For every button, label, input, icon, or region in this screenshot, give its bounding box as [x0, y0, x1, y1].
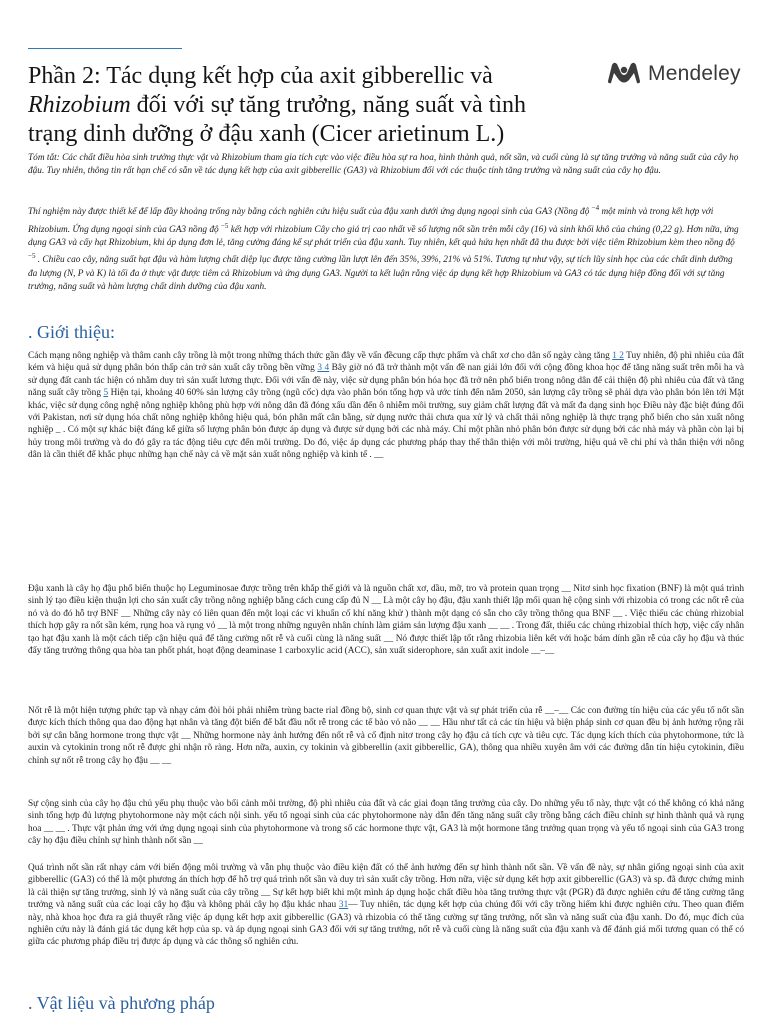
paper-title [28, 62, 568, 149]
experiment-paragraph [28, 202, 744, 295]
title-line-1: Phần 2: Tác dụng kết hợp của axit gibberellic và [28, 63, 493, 89]
section-heading-methods: . Vật liệu và phương pháp [28, 993, 215, 1013]
intro-p5-text-a: Quá trình nốt sần rất nhạy cảm với biến động môi trường và vẫn phụ thuộc vào điều kiện đất có thể ảnh hưởng đến sự hình thành nốt sần. Về vấn đề này, sự nhân giống ngoại sinh của axit gibberellic (GA3) có thể là một phương án thích hợp để hỗ trợ quá trình nốt sần và duy trì sản xuất cây trồng. Hơn nữa, việc sử dụng kết hợp axit gibberellic (GA3) và sp. đã được chứng minh là cải thiện sự tăng trưởng, sinh lý và năng suất của cây trồng __ Sự kết hợp biết khi một mình áp dụng hoặc chất điều hòa tăng trưởng thực vật (PGR) đã được nghiên cứu để tăng cường tăng trưởng và năng suất của các loại cây họ đậu và không phải cây họ đậu khác nhau [28, 863, 744, 911]
citation-link-1-2[interactable]: 1 2 [612, 351, 624, 361]
mendeley-logo-text: Mendeley [648, 62, 741, 85]
citation-link-5[interactable]: 5 [103, 388, 109, 399]
intro-paragraph-1 [28, 350, 744, 462]
superscript-1: −4 [591, 204, 600, 212]
mendeley-logo-icon [606, 59, 642, 90]
intro-p1-text-a: Cách mạng nông nghiệp và thâm canh cây trồng là một trong những thách thức gần đây về vấn đềcung cấp thực phẩm và chất xơ cho dân số ngày càng tăng [28, 351, 610, 361]
header-rule [28, 48, 182, 49]
abstract: Tóm tắt: Các chất điều hòa sinh trưởng thực vật và Rhizobium tham gia tích cực vào việc điều hòa sự ra hoa, hình thành quả, nốt sần, và cuối cùng là sự tăng trưởng và năng suất của cây họ đậu. Tuy nhiên, thông tin rất hạn chế có sẵn về tác dụng kết hợp của axit gibberellic (GA3) và Rhizobium đối với các thuộc tính tăng trưởng và năng suất của cây họ đậu. [28, 153, 739, 176]
intro-paragraph-3: Nốt rễ là một hiện tượng phức tạp và nhạy cảm đòi hỏi phải nhiễm trùng bacte rial đồng bộ, sinh cơ quan thực vật và sự phát triển của rễ __–__ Các con đường tín hiệu của các yếu tố nốt sần được kích thích thông qua dao động hạt nhân và tăng đột biến để bắt đầu nốt rễ trong các tế bào vỏ não __ __ Hầu như tất cả các tín hiệu và biện pháp sinh cơ quan đều bị ảnh hưởng rộng rãi bởi sự cân bằng hormone trong thực vật __ Những hormone này ảnh hưởng đến nốt rễ và cố định nitơ trong cây họ đậu cả tích cực và tiêu cực. Tác dụng kích thích của phytohormone, tức là auxin và cytokinin trong nốt rễ được ghi nhận rõ ràng. Hơn nữa, auxin, cy tokinin và gibberellin (axit gibberellic, GA), thông qua nhiều xuyên âm với các đường dẫn tín hiệu cytokinin, điều chỉnh sự nốt rễ trong cây họ đậu __ __ [28, 706, 744, 766]
experiment-text-3: kết hợp với rhizobium Cây cho giá trị cao nhất về số lượng nốt sần trên mỗi cây (16) và sinh khối khô của chúng (0,22 g). Hơn nữa, ứng dụng GA3 và cấy hạt Rhizobium, khi áp dụng đơn lẻ, tăng cường đáng kể sự phát triển của đậu xanh. Tuy nhiên, kết quả hứa hẹn nhất đã thu được bởi việc tiêm Rhizobium kèm theo nồng độ [28, 224, 739, 248]
title-line-3: trạng dinh dưỡng ở đậu xanh (Cicer arietinum L.) [28, 121, 505, 147]
title-italic-word: Rhizobium [28, 92, 131, 118]
intro-p1-text-c: Bây giờ nó đã trở thành một vấn đề nan giải lớn đối với cộng đồng khoa học để tăng năng suất trên mỗi ha và sử dụng đất canh tác hiện có nhằm duy trì sản xuất lương thực. Đối với vấn đề này, việc sử dụng phân bón hóa học đã trở nên phổ biến trong nông dân để cải thiện độ phì nhiêu của đất và tăng năng suất cây trồng [28, 363, 744, 399]
superscript-2: −5 [220, 221, 229, 230]
citation-link-3-4[interactable]: 3 4 [317, 363, 330, 374]
superscript-3: −5 [28, 252, 36, 261]
intro-paragraph-4: Sự cộng sinh của cây họ đậu chủ yếu phụ thuộc vào bối cảnh môi trường, độ phì nhiêu của đất và các giai đoạn tăng trưởng của cây. Do những yếu tố này, thực vật có thể không có khả năng sinh tổng hợp đủ lượng phytohormone này một cách nội sinh. yếu tố ngoại sinh của các phytohormone này dẫn đến tăng năng suất cây trồng bằng cách điều chỉnh sự hình thành quả và rụng hoa __ __ . Thực vật phản ứng với ứng dụng ngoại sinh của phytohormone và trong số các hormone thực vật, GA3 là một hormone tăng trưởng quan trọng và yếu tố ngoại sinh của GA3 trong cây họ đậu điều chỉnh sự hình thành nốt sần __ [28, 799, 744, 847]
intro-p1-text-b: Tuy nhiên, độ phì nhiêu của đất kém và hiệu quả sử dụng phân bón thấp cản trở sản xuất cây trồng bền vững [28, 351, 745, 374]
experiment-text-4: . Chiều cao cây, năng suất hạt đậu và hàm lượng chất diệp lục được tăng cường lần lượt lên đến 35%, 39%, 21% và 51%. Tương tự như vậy, sự tích lũy sinh học của các chất dinh dưỡng đa lượng (N, P và K) là tối đa ở thực vật được tiêm cả Rhizobium và ứng dụng GA3. Người ta kết luận rằng việc áp dụng kết hợp Rhizobium và GA3 có tác dụng hiệp đồng đối với sự tăng trưởng, năng suất và hàm lượng chất dinh dưỡng của đậu xanh. [28, 255, 733, 293]
section-heading-introduction: . Giới thiệu: [28, 322, 116, 342]
intro-paragraph-5 [28, 862, 744, 949]
mendeley-logo[interactable] [606, 59, 741, 89]
title-line-2: đối với sự tăng trưởng, năng suất và tình [130, 92, 527, 118]
experiment-text-1: Thí nghiệm này được thiết kế để lấp đầy khoảng trống này bằng cách nghiên cứu hiệu suất của đậu xanh dưới ứng dụng ngoại sinh của GA3 (Nồng độ [28, 207, 590, 218]
intro-p1-text-d: Hiện tại, khoảng 40 60% sản lượng cây trồng (ngũ cốc) dựa vào phân bón tổng hợp và ước tính đến năm 2050, sản lượng cây trồng sẽ phải dựa vào phân bón lên tới Mặt khác, việc sử dụng công nghệ nông nghiệp không phù hợp với nông dân đã đóng xấu dần đến ô nhiễm môi trường, suy giảm chất lượng đất và mất đa dạng sinh học Điều này đặc biệt đúng đối với Pakistan, nơi sử dụng hóa chất nông nghiệp không hiệu quả, bón phân mất cân bằng, sử dụng nước thải chưa qua xử lý và chất thải nông nghiệp là thực trạng phổ biến cho sản xuất nông nghiệp _ . Có một sự khác biệt đáng kể giữa số lượng phân bón được áp dụng và được sử dụng bởi các nhà máy. Chỉ một phần nhỏ phân bón được sử dụng bởi các nhà máy và phần còn lại bị hủy trong môi trường và do đó gây ra tác động tiêu cực đến môi trường. Do đó, việc áp dụng các phương pháp thay thế thân thiện với môi trường, hiệu quả về chi phí và thân thiện với nông dân là cần thiết để khắc phục những hạn chế này cả về mặt sản xuất nông nghiệp và kinh tế . __ [28, 388, 744, 461]
citation-link-31[interactable]: 31 [338, 900, 349, 911]
intro-p5-text-b: — Tuy nhiên, tác dụng kết hợp của chúng đối với cây trồng hiếm khi được nghiên cứu. Theo quan điểm này, nhà khoa học đưa ra giả thuyết rằng việc áp dụng kết hợp axit gibberellic (GA3) và rhizobia có thể tăng cường sự tăng trưởng, nốt sần và năng suất của đậu xanh. Do đó, mục đích của nghiên cứu này là đánh giá tác dụng kết hợp của sp. và áp dụng ngoại sinh GA3 đối với sự tăng trưởng, nốt rễ và cuối cùng là năng suất của đậu xanh và để đánh giá mối tương quan có thể có giữa các phương pháp điều trị được áp dụng và các thông số nghiên cứu. [28, 900, 744, 948]
intro-paragraph-2: Đậu xanh là cây họ đậu phổ biến thuộc họ Leguminosae được trồng trên khắp thế giới và là nguồn chất xơ, dầu, mỡ, tro và protein quan trọng __ Nitơ sinh học fixation (BNF) là một quá trình sinh lý tạo điều kiện thuận lợi cho sản xuất cây trồng nông nghiệp bằng cách cung cấp đủ N __ Là một cây họ đậu, đậu xanh thiết lập mối quan hệ cộng sinh với rhizobia có trong các nốt rễ của nó và do đó hỗ trợ BNF __ Những cây này có liên quan đến một loại các vi khuẩn cố khí năng khử ) thành một dạng có sẵn cho cây trồng thông qua BNF __ . Việc thiếu các chủng rhizobial thích hợp gây ra nốt sần kém, rụng hoa và rụng vỏ __ là một trong những nguyên nhân chính làm giảm sản lượng đậu xanh __ __ . Trong đất, thiếu các chủng rhizobial thích hợp, việc cấy nhân tạo hạt đậu xanh là một cách tiếp cận hiệu quả để tăng cường nốt rễ và cuối cùng là năng suất __ Nó được thiết lập tốt rằng rhizobia liên kết với hoặc bám dính gần rễ của cây họ đậu và thúc đẩy tăng trưởng thông qua hòa tan phốt phát, hoạt động deaminase 1 carboxylic acid (ACC), sản xuất siderophore, sản xuất axit indole __–__ [28, 584, 744, 657]
experiment-text-2: một minh và trong kết hợp với Rhizobium. Ứng dụng ngoại sinh của GA3 nồng độ [28, 207, 714, 235]
